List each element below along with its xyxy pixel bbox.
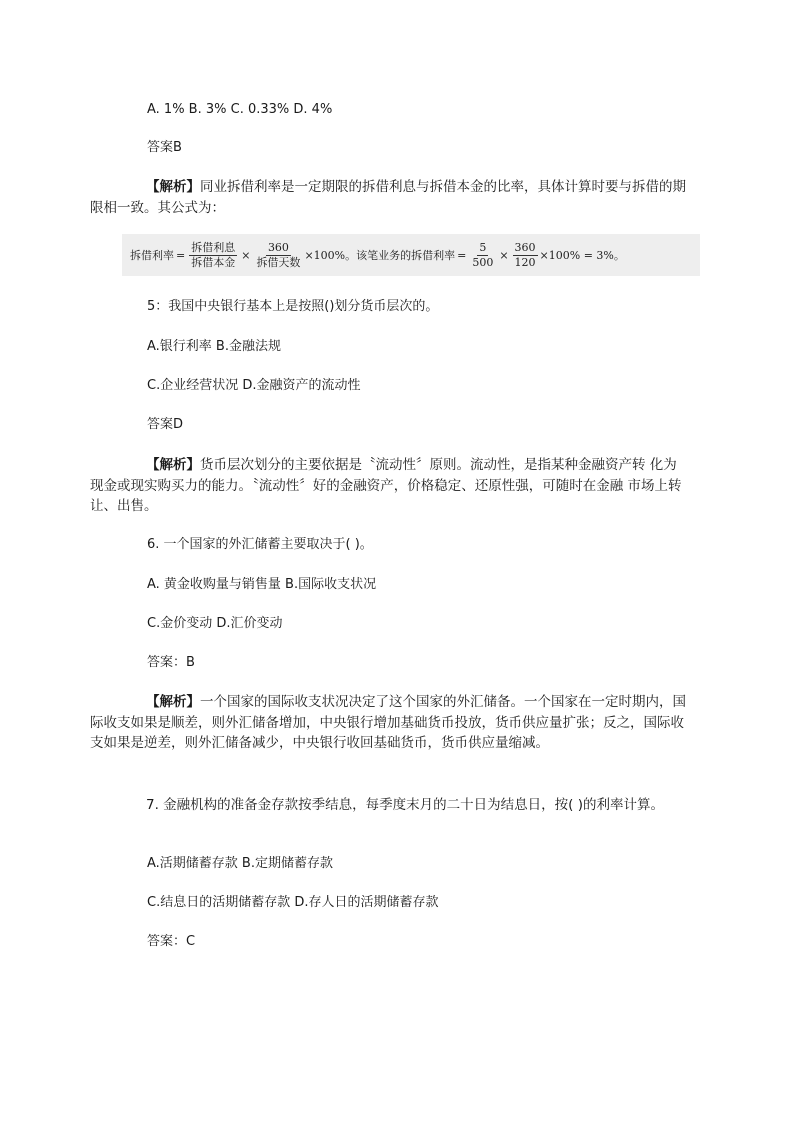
q5-options-ab: A.银行利率 B.金融法规: [147, 339, 281, 354]
analysis-tag: 【解析】: [146, 179, 200, 195]
q7-options-ab: A.活期储蓄存款 B.定期储蓄存款: [147, 856, 333, 871]
q4-options: A. 1% B. 3% C. 0.33% D. 4%: [147, 102, 333, 117]
q7-stem: 7. 金融机构的准备金存款按季结息，每季度末月的二十日为结息日，按( )的利率计算。: [146, 797, 664, 813]
q6-answer: 答案：B: [147, 655, 195, 670]
formula-tail-1: ×100%。该笔业务的拆借利率: [304, 249, 456, 262]
formula-frac-1: $\frac{\text{拆借利息}}{\text{拆借本金}}$: [191, 240, 236, 269]
analysis-tag: 【解析】: [146, 457, 200, 473]
formula-times-1: ×: [241, 248, 251, 262]
analysis-text: 货币层次划分的主要依据是〝流动性〞原则。流动性，是指某种金融资产转 化为现金或现实购买力的能力。〝流动性〞好的金融资产，价格稳定、还原性强，可随时在金融 市场上转让、出售。: [90, 457, 682, 514]
formula-frac-2: $\frac{360}{\text{拆借天数}}$: [256, 240, 301, 269]
formula-tail-2: ×100% = 3%。: [539, 249, 625, 262]
q4-answer: 答案B: [147, 140, 182, 155]
formula-frac-4: $\frac{360}{120}$: [514, 240, 536, 269]
formula-times-2: ×: [499, 248, 509, 262]
q6-options-ab: A. 黄金收购量与销售量 B.国际收支状况: [147, 577, 377, 592]
formula-frac-3: $\frac{5}{500}$: [472, 240, 494, 269]
q5-analysis: [90, 455, 690, 517]
formula-eq: =: [176, 248, 186, 262]
analysis-text: 同业拆借利率是一定期限的拆借利息与拆借本金的比率，具体计算时要与拆借的期限相一致。其公式为：: [90, 179, 686, 216]
analysis-text: 一个国家的国际收支状况决定了这个国家的外汇储备。一个国家在一定时期内，国际收支如果是顺差，则外汇储备增加，中央银行增加基础货币投放，货币供应量扩张；反之，国际收支如果是逆差，则外汇储备减少，中央银行收回基础货币，货币供应量缩减。: [90, 694, 686, 751]
q5-options-cd: C.企业经营状况 D.金融资产的流动性: [147, 378, 361, 393]
q6-stem: 6. 一个国家的外汇储蓄主要取决于( )。: [147, 537, 373, 552]
q4-analysis: [90, 177, 690, 218]
q7-answer: 答案：C: [147, 934, 196, 949]
q5-answer: 答案D: [147, 417, 184, 432]
formula-eq-2: =: [457, 248, 467, 262]
q6-analysis: [90, 692, 690, 754]
formula-lhs: 拆借利率: [130, 249, 174, 262]
q7-options-cd: C.结息日的活期储蓄存款 D.存人日的活期储蓄存款: [147, 895, 439, 910]
q5-stem: 5：我国中央银行基本上是按照()划分货币层次的。: [147, 299, 439, 314]
formula-image: [122, 234, 700, 276]
analysis-tag: 【解析】: [146, 694, 200, 710]
q6-options-cd: C.金价变动 D.汇价变动: [147, 616, 283, 631]
